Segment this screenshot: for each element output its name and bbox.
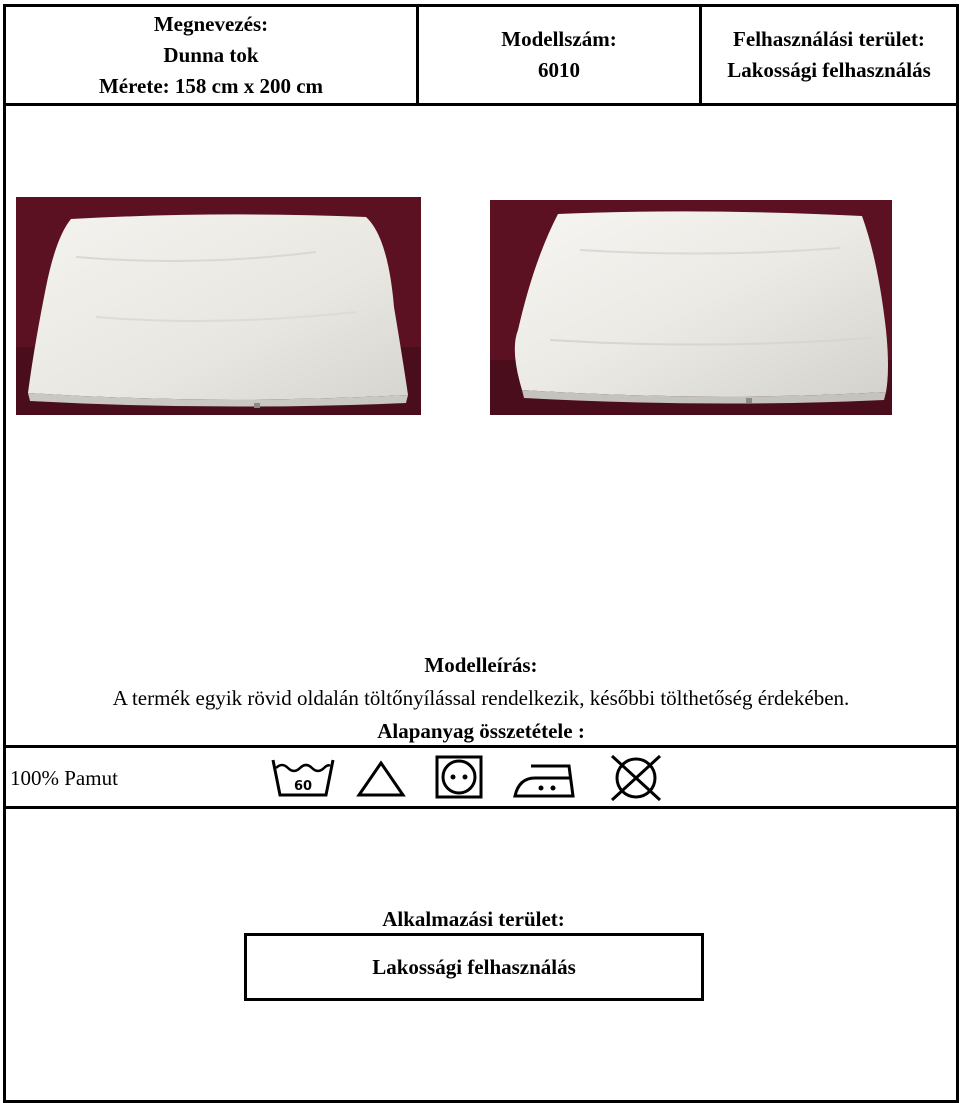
usage-area-cell <box>702 7 956 103</box>
product-size: Mérete: 158 cm x 200 cm <box>98 73 324 98</box>
description-title: Modelleírás: <box>424 653 538 677</box>
tumble-dry-icon <box>434 754 484 805</box>
product-name-label: Megnevezés: <box>153 11 269 36</box>
usage-area-label: Felhasználási terület: <box>733 27 925 51</box>
description-text: A termék egyik rövid oldalán töltőnyílással rendelkezik, későbbi tölthetőség érdekében. <box>112 686 850 710</box>
material-composition: 100% Pamut <box>10 766 118 790</box>
do-not-dry-clean-icon <box>606 754 666 809</box>
product-name-value: Dunna tok <box>163 42 259 67</box>
wash-60-icon <box>270 754 336 805</box>
application-title: Alkalmazási terület: <box>382 907 565 931</box>
duvet-cover-photo-angle <box>490 200 892 415</box>
material-row <box>6 745 956 809</box>
duvet-cover-photo-front <box>16 197 421 415</box>
product-name-cell <box>6 7 419 103</box>
bleach-triangle-icon <box>354 754 408 805</box>
product-sheet <box>3 4 959 1103</box>
model-number-label: Modellszám: <box>501 27 617 51</box>
model-number-cell <box>419 7 702 103</box>
usage-area-value: Lakossági felhasználás <box>727 58 931 82</box>
model-number-value: 6010 <box>538 58 580 82</box>
iron-two-dots-icon <box>511 754 577 805</box>
application-value: Lakossági felhasználás <box>372 954 576 979</box>
header-row <box>6 7 956 106</box>
application-box <box>244 933 704 1001</box>
wash-temperature-label: 60 <box>293 779 313 794</box>
material-title: Alapanyag összetétele : <box>377 719 585 743</box>
